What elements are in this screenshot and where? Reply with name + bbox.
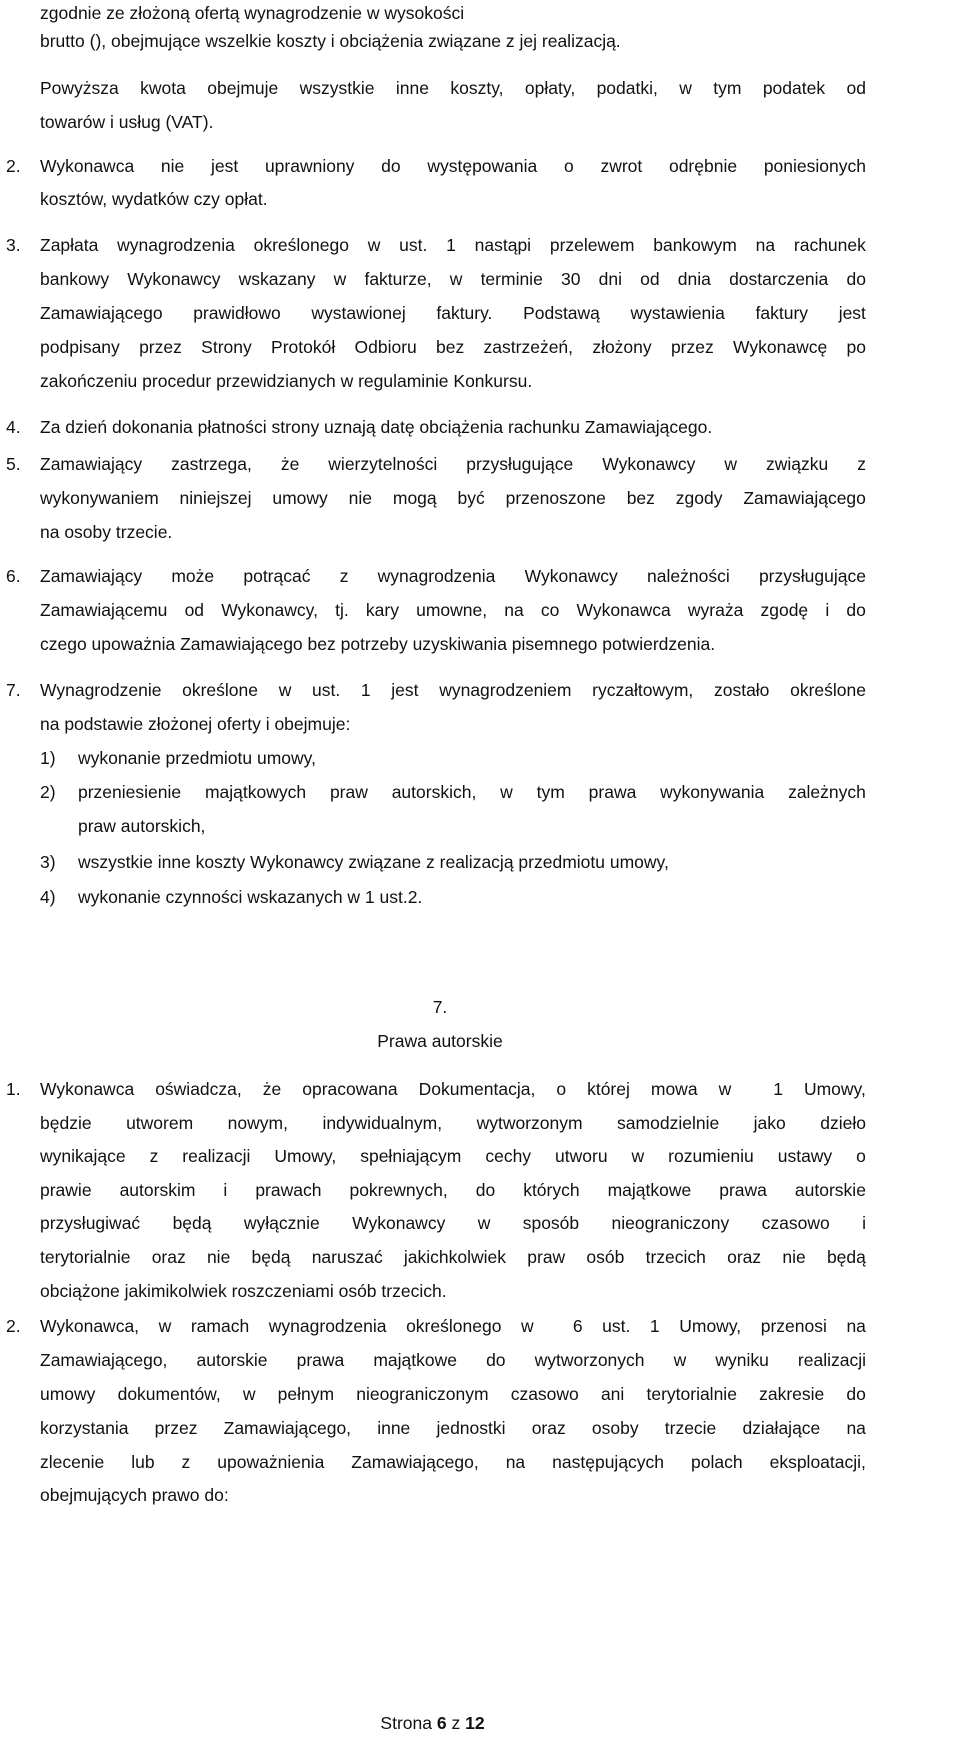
subitem-line: wykonanie czynności wskazanych w 1 ust.2. (78, 887, 423, 907)
section-item-line: Wykonawca oświadcza, że opracowana Dokumentacja, o której mowa w 1 Umowy, (40, 1079, 866, 1099)
item-line: zakończeniu procedur przewidzianych w regulaminie Konkursu. (40, 371, 533, 391)
item-line: Zamawiającemu od Wykonawcy, tj. kary umowne, na co Wykonawca wyraża zgodę i do (40, 600, 866, 620)
section-title: Prawa autorskie (377, 1031, 503, 1051)
subitem-line: praw autorskich, (78, 816, 206, 836)
item-line: Wykonawca nie jest uprawniony do występowania o zwrot odrębnie poniesionych (40, 156, 866, 176)
item-line: Zamawiający może potrącać z wynagrodzenia Wykonawcy należności przysługujące (40, 566, 866, 586)
section-item-line: przysługiwać będą wyłącznie Wykonawcy w sposób nieograniczony czasowo i (40, 1213, 866, 1233)
subitem-line: wykonanie przedmiotu umowy, (78, 748, 316, 768)
section-item-line: terytorialnie oraz nie będą naruszać jakichkolwiek praw osób trzecich oraz nie będą (40, 1247, 866, 1267)
item-line: Za dzień dokonania płatności strony uznają datę obciążenia rachunku Zamawiającego. (40, 417, 713, 437)
section-item-line: Zamawiającego, autorskie prawa majątkowe do wytworzonych w wyniku realizacji (40, 1350, 866, 1370)
item-line: kosztów, wydatków czy opłat. (40, 189, 268, 209)
footer-sep: z (451, 1713, 461, 1733)
section-item-line: korzystania przez Zamawiającego, inne jednostki oraz osoby trzecie działające na (40, 1418, 866, 1438)
section-item-line: obciążone jakimikolwiek roszczeniami osób trzecich. (40, 1281, 447, 1301)
section-item-line: umowy dokumentów, w pełnym nieograniczonym czasowo ani terytorialnie zakresie do (40, 1384, 866, 1404)
section-item-line: zlecenie lub z upoważnienia Zamawiającego, na następujących polach eksploatacji, (40, 1452, 866, 1472)
footer-label: Strona (380, 1713, 432, 1733)
item-line: podpisany przez Strony Protokół Odbioru bez zastrzeżeń, złożony przez Wykonawcę po (40, 337, 866, 357)
intro-line: towarów i usług (VAT). (40, 112, 214, 132)
item-number: 7. (6, 680, 21, 700)
intro-line: Powyższa kwota obejmuje wszystkie inne koszty, opłaty, podatki, w tym podatek od (40, 78, 866, 98)
intro-line: zgodnie ze złożoną ofertą wynagrodzenie w wysokości (40, 3, 465, 23)
item-number: 4. (6, 417, 21, 437)
footer-total: 12 (465, 1713, 485, 1733)
item-number: 3. (6, 235, 21, 255)
subitem-line: wszystkie inne koszty Wykonawcy związane z realizacją przedmiotu umowy, (78, 852, 669, 872)
footer-page: 6 (436, 1713, 447, 1733)
section-item-line: Wykonawca, w ramach wynagrodzenia określonego w 6 ust. 1 Umowy, przenosi na (40, 1316, 866, 1336)
subitem-line: przeniesienie majątkowych praw autorskich, w tym prawa wykonywania zależnych (78, 782, 866, 802)
section-item-line: wynikające z realizacji Umowy, spełniającym cechy utworu w rozumieniu ustawy o (40, 1146, 866, 1166)
item-line: wykonywaniem niniejszej umowy nie mogą być przenoszone bez zgody Zamawiającego (40, 488, 866, 508)
item-number: 6. (6, 566, 21, 586)
page-footer (0, 1711, 865, 1735)
section-item-line: prawie autorskim i prawach pokrewnych, do których majątkowe prawa autorskie (40, 1180, 866, 1200)
section-item-number: 2. (6, 1316, 21, 1336)
item-line: na podstawie złożonej oferty i obejmuje: (40, 714, 351, 734)
item-line: Zamawiającego prawidłowo wystawionej faktury. Podstawą wystawienia faktury jest (40, 303, 866, 323)
subitem-number: 1) (40, 748, 56, 768)
section-item-number: 1. (6, 1079, 21, 1099)
item-line: bankowy Wykonawcy wskazany w fakturze, w terminie 30 dni od dnia dostarczenia do (40, 269, 866, 289)
subitem-number: 4) (40, 887, 56, 907)
section-item-line: będzie utworem nowym, indywidualnym, wytworzonym samodzielnie jako dzieło (40, 1113, 866, 1133)
item-number: 5. (6, 454, 21, 474)
subitem-number: 2) (40, 782, 56, 802)
item-line: Wynagrodzenie określone w ust. 1 jest wynagrodzeniem ryczałtowym, zostało określone (40, 680, 866, 700)
item-number: 2. (6, 156, 21, 176)
item-line: Zamawiający zastrzega, że wierzytelności przysługujące Wykonawcy w związku z (40, 454, 866, 474)
section-number: 7. (432, 997, 448, 1017)
item-line: na osoby trzecie. (40, 522, 173, 542)
section-item-line: obejmujących prawo do: (40, 1485, 229, 1505)
subitem-number: 3) (40, 852, 56, 872)
intro-line: brutto (), obejmujące wszelkie koszty i obciążenia związane z jej realizacją. (40, 31, 621, 51)
item-line: Zapłata wynagrodzenia określonego w ust. 1 nastąpi przelewem bankowym na rachunek (40, 235, 866, 255)
item-line: czego upoważnia Zamawiającego bez potrzeby uzyskiwania pisemnego potwierdzenia. (40, 634, 716, 654)
